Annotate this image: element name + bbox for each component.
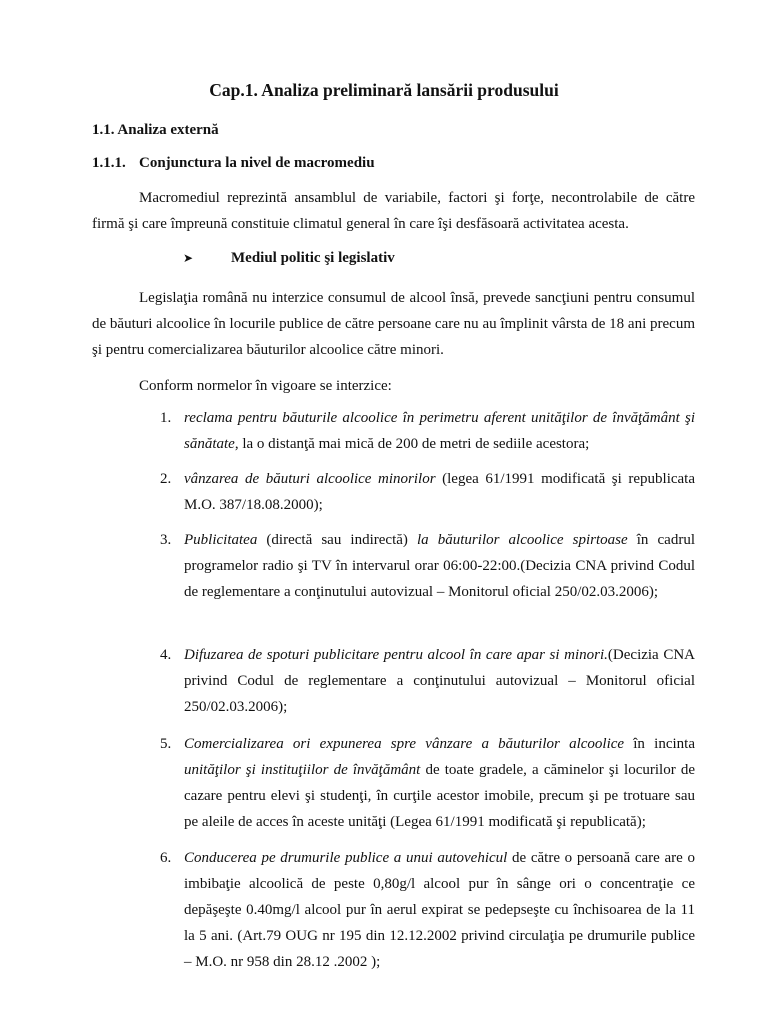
item-text: de către o persoană care are o imbibaţie alcoolică de peste 0,80g/l alcool pur în sânge ori o concentraţie ce depăşeşte 0.40mg/l alcool pur în aerul expirat se pedepseşte cu închisoarea de la 11 la 5 ani. (Art.79 OUG nr 195 din 12.12.2002 privind circulaţia pe drumurile publice – M.O. nr 958 din 28.12 .2002 );: [184, 850, 695, 970]
intro-paragraph: Macromediul reprezintă ansamblul de variabile, factori şi forţe, necontrolabile de către firmă şi care împreună constituie climatul general în care îşi desfăsoară activitatea acesta.: [92, 190, 695, 232]
list-intro: Conform normelor în vigoare se interzice:: [139, 378, 392, 394]
numbered-list-item-1: [160, 405, 695, 457]
item-text: (directă sau indirectă): [257, 532, 417, 548]
subsection-title: Conjunctura la nivel de macromediu: [139, 155, 375, 171]
item-italic-text: reclama pentru băuturile alcoolice în perimetru aferent unităţilor de învăţământ şi sănătate: [184, 410, 695, 452]
list-item: [160, 405, 695, 457]
bullet-heading-title: Mediul politic şi legislativ: [231, 250, 395, 266]
arrow-bullet-icon: ➤: [183, 251, 194, 265]
item-number: 4.: [160, 647, 172, 663]
numbered-list-item-6: [160, 845, 695, 975]
numbered-list-item-5: [160, 731, 695, 835]
item-text: în incinta: [624, 736, 695, 752]
list-item: [160, 466, 695, 518]
list-item: [160, 731, 695, 835]
item-number: 2.: [160, 471, 172, 487]
chapter-title: Cap.1. Analiza preliminară lansării produsului: [209, 80, 559, 100]
item-italic-text: Conducerea pe drumurile publice a unui autovehicul: [184, 850, 508, 866]
item-number: 5.: [160, 736, 172, 752]
list-item: [160, 642, 695, 720]
item-italic-text: vânzarea de băuturi alcoolice minorilor: [184, 471, 436, 487]
item-text: (legea 61/1991 modificată şi republicata M.O. 387/18.08.2000);: [184, 471, 696, 513]
item-number: 6.: [160, 850, 172, 866]
legislation-paragraph: Legislaţia română nu interzice consumul de alcool însă, prevede sancţiuni pentru consumul de băuturi alcoolice în locurile publice de către persoane care nu au împlinit vârsta de 18 ani precum şi pentru comercializarea băuturilor alcoolice către minori.: [92, 290, 695, 358]
item-text: de toate gradele, a căminelor şi locurilor de cazare pentru elevi şi studenţi, în curţile acestor imobile, precum şi pe trotuare sau pe aleile de acces în aceste unităţi (Legea 61/1991 modificată şi republicată);: [184, 762, 695, 830]
item-italic-text: Comercializarea ori expunerea spre vânzare a băuturilor alcoolice: [184, 736, 625, 752]
numbered-list-item-4: [160, 642, 695, 720]
list-item: [160, 527, 695, 605]
subsection-number: 1.1.1.: [92, 155, 126, 171]
section-heading: 1.1. Analiza externă: [92, 122, 219, 138]
numbered-list-item-3: [160, 527, 695, 605]
numbered-list-item-2: [160, 466, 695, 518]
item-number: 1.: [160, 410, 172, 426]
item-italic-text-2: unităţilor şi instituţiilor de învăţământ: [184, 762, 421, 778]
item-text: în cadrul programelor radio şi TV în intervarul orar 06:00-22:00.(Decizia CNA privind Codul de reglementare a conţinutului autovizual – Monitorul oficial 250/02.03.2006);: [184, 532, 695, 600]
item-text: , la o distanţă mai mică de 200 de metri de sediile acestora;: [234, 436, 590, 452]
item-number: 3.: [160, 532, 172, 548]
bullet-heading: [183, 250, 395, 267]
item-italic-text: Publicitatea: [184, 532, 258, 548]
item-text: (Decizia CNA privind Codul de reglementare a conţinutului autovizual – Monitorul oficial 250/02.03.2006);: [184, 647, 695, 715]
list-item: [160, 845, 695, 975]
subsection-heading: [92, 155, 375, 172]
item-italic-text-2: la băuturilor alcoolice spirtoase: [417, 532, 628, 548]
item-italic-text: Difuzarea de spoturi publicitare pentru alcool în care apar si minori.: [184, 647, 608, 663]
